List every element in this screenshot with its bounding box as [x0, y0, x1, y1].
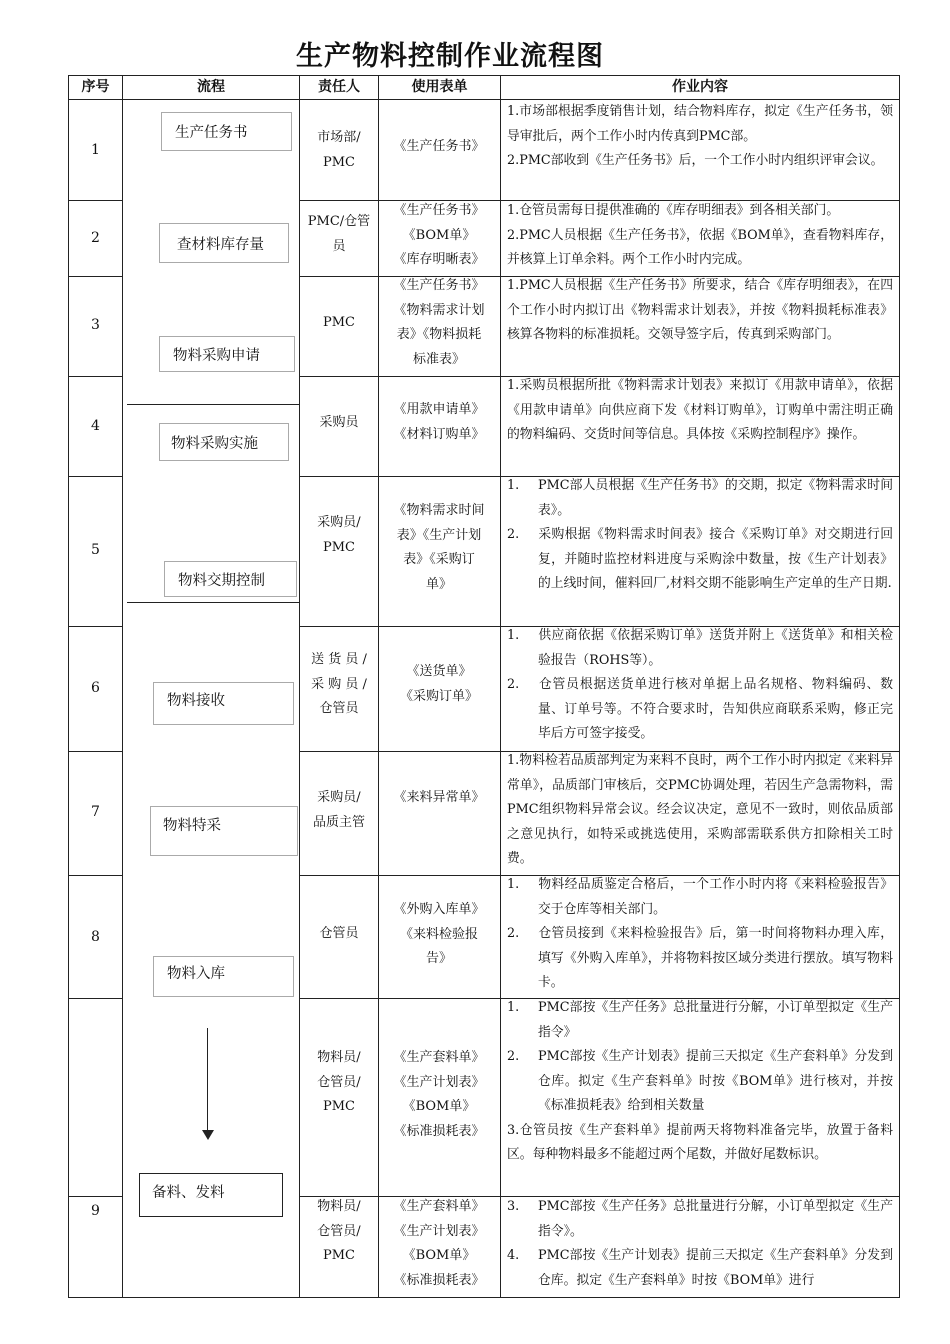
responsible-cell: 采购员 [319, 415, 359, 430]
flow-box-delivery-control: 物料交期控制 [164, 561, 297, 597]
responsible-cell: 采购员/ PMC [317, 515, 361, 555]
flow-arrow-line [207, 1028, 208, 1132]
header-content: 作业内容 [672, 79, 728, 95]
responsible-cell: PMC/仓管 员 [307, 214, 371, 254]
row-number: 3 [91, 317, 100, 333]
row-number: 8 [91, 929, 100, 945]
flow-box-check-inventory: 查材料库存量 [159, 223, 289, 263]
arrow-down-icon [202, 1130, 214, 1140]
responsible-cell: 采购员/ 品质主管 [312, 790, 365, 830]
responsible-cell: 仓管员 [319, 926, 359, 941]
content-cell: 1.PMC人员根据《生产任务书》所要求，结合《库存明细表》，在四个工作小时内拟订出《物料需求计划表》，并按《物料损耗标准表》核算各物料的标准损耗。交领导签字后，传真到采购部门。 [507, 278, 893, 342]
header-responsible: 责任人 [318, 79, 360, 95]
forms-cell: 《来料异常单》 [393, 790, 485, 805]
row-number: 5 [91, 542, 100, 558]
content-cell: 1. PMC部按《生产任务》总批量进行分解，小订单型拟定《生产指令》 2. PMC部按《生产计划表》提前三天拟定《生产套料单》分发到仓库。拟定《生产套料单》时按《BOM单》进行核对，并按《标准损耗表》给到相关数量 3.仓管员按《生产套料单》提前两天将物料准备完毕，放置于备料区。每种物料最多不能超过两个尾数，并做好尾数标识。 [507, 1000, 893, 1162]
flow-box-production-task: 生产任务书 [161, 112, 292, 151]
content-cell: 1.物料检若品质部判定为来料不良时，两个工作小时内拟定《来料异常单》，品质部门审核后，交PMC协调处理，若因生产急需物料，需PMC组织物料异常会议。经会议决定，意见不一致时，则依品质部之意见执行，如特采或挑选使用，采购部需联系供方扣除相关工时费。 [507, 753, 893, 866]
responsible-cell: 物料员/ 仓管员/ PMC [317, 1199, 361, 1263]
flow-box-special-acceptance: 物料特采 [150, 806, 298, 856]
row-number: 4 [91, 418, 100, 434]
responsible-cell: 市场部/ PMC [317, 130, 361, 170]
content-cell: 1. 物料经品质鉴定合格后，一个工作小时内将《来料检验报告》交于仓库等相关部门。 2. 仓管员接到《来料检验报告》后，第一时间将物料办理入库，填写《外购入库单》，并将物料按区域分类进行摆放。填写物料卡。 [507, 877, 893, 990]
header-no: 序号 [81, 79, 110, 95]
forms-cell: 《生产套料单》 《生产计划表》 《BOM单》 《标准损耗表》 [393, 1050, 485, 1139]
forms-cell: 《物料需求时间 表》《生产计划 表》《采购订 单》 [393, 503, 485, 592]
forms-cell: 《生产任务书》 [393, 139, 485, 154]
content-cell: 1. PMC部人员根据《生产任务书》的交期，拟定《物料需求时间表》。 2. 采购根据《物料需求时间表》接合《采购订单》对交期进行回复，并随时监控材料进度与采购涂中数量，按《生产计划表》的上线时间，催料回厂,材料交期不能影响生产定单的生产日期. [507, 478, 893, 591]
flow-box-material-receiving: 物料接收 [153, 682, 294, 725]
page-title: 生产物料控制作业流程图 [296, 41, 604, 72]
content-cell: 1.仓管员需每日提供准确的《库存明细表》到各相关部门。 2.PMC人员根据《生产任务书》，依据《BOM单》，查看物料库存，并核算上订单余料。两个工作小时内完成。 [507, 203, 893, 267]
responsible-cell: 送 货 员 / 采 购 员 / 仓管员 [311, 652, 367, 716]
content-cell: 1. 供应商依据《依据采购订单》送货并附上《送货单》和相关检验报告（ROHS等）。 2. 仓管员根据送货单进行核对单据上品名规格、物料编码、数量、订单号等。不符合要求时，告知供应商联系采购，修正完毕后方可签字接受。 [507, 628, 893, 741]
forms-cell: 《外购入库单》 《来料检验报 告》 [393, 902, 485, 966]
forms-cell: 《生产任务书》 《BOM单》 《库存明晰表》 [393, 203, 485, 267]
responsible-cell: 物料员/ 仓管员/ PMC [317, 1050, 361, 1114]
content-cell: 1.采购员根据所批《物料需求计划表》来拟订《用款申请单》，依据《用款申请单》向供应商下发《材料订购单》，订购单中需注明正确的物料编码、交货时间等信息。具体按《采购控制程序》操作。 [507, 378, 893, 442]
forms-cell: 《生产套料单》 《生产计划表》 《BOM单》 《标准损耗表》 [393, 1199, 485, 1288]
forms-cell: 《生产任务书》 《物料需求计划 表》《物料损耗 标准表》 [393, 278, 485, 367]
forms-cell: 《用款申请单》 《材料订购单》 [393, 402, 485, 442]
row-number: 9 [91, 1203, 100, 1219]
content-cell: 3. PMC部按《生产任务》总批量进行分解，小订单型拟定《生产指令》。 4. PMC部按《生产计划表》提前三天拟定《生产套料单》分发到仓库。拟定《生产套料单》时按《BOM单》进行 [507, 1199, 893, 1288]
responsible-cell: PMC [322, 315, 355, 330]
flow-box-purchase-request: 物料采购申请 [159, 336, 295, 372]
row-number: 7 [91, 804, 100, 820]
forms-cell: 《送货单》 《采购订单》 [399, 664, 478, 704]
content-cell: 1.市场部根据季度销售计划，结合物料库存，拟定《生产任务书，领导审批后，两个工作小时内传真到PMC部。 2.PMC部收到《生产任务书》后，一个工作小时内组织评审会议。 [507, 104, 893, 168]
row-number: 1 [91, 142, 100, 158]
flow-box-material-issue: 备料、发料 [139, 1173, 283, 1217]
row-number: 6 [91, 680, 100, 696]
flow-box-warehousing: 物料入库 [153, 956, 294, 997]
header-flow: 流程 [197, 79, 225, 95]
row-number: 2 [91, 230, 100, 246]
header-forms: 使用表单 [411, 79, 468, 95]
flow-box-purchase-execution: 物料采购实施 [159, 423, 289, 461]
